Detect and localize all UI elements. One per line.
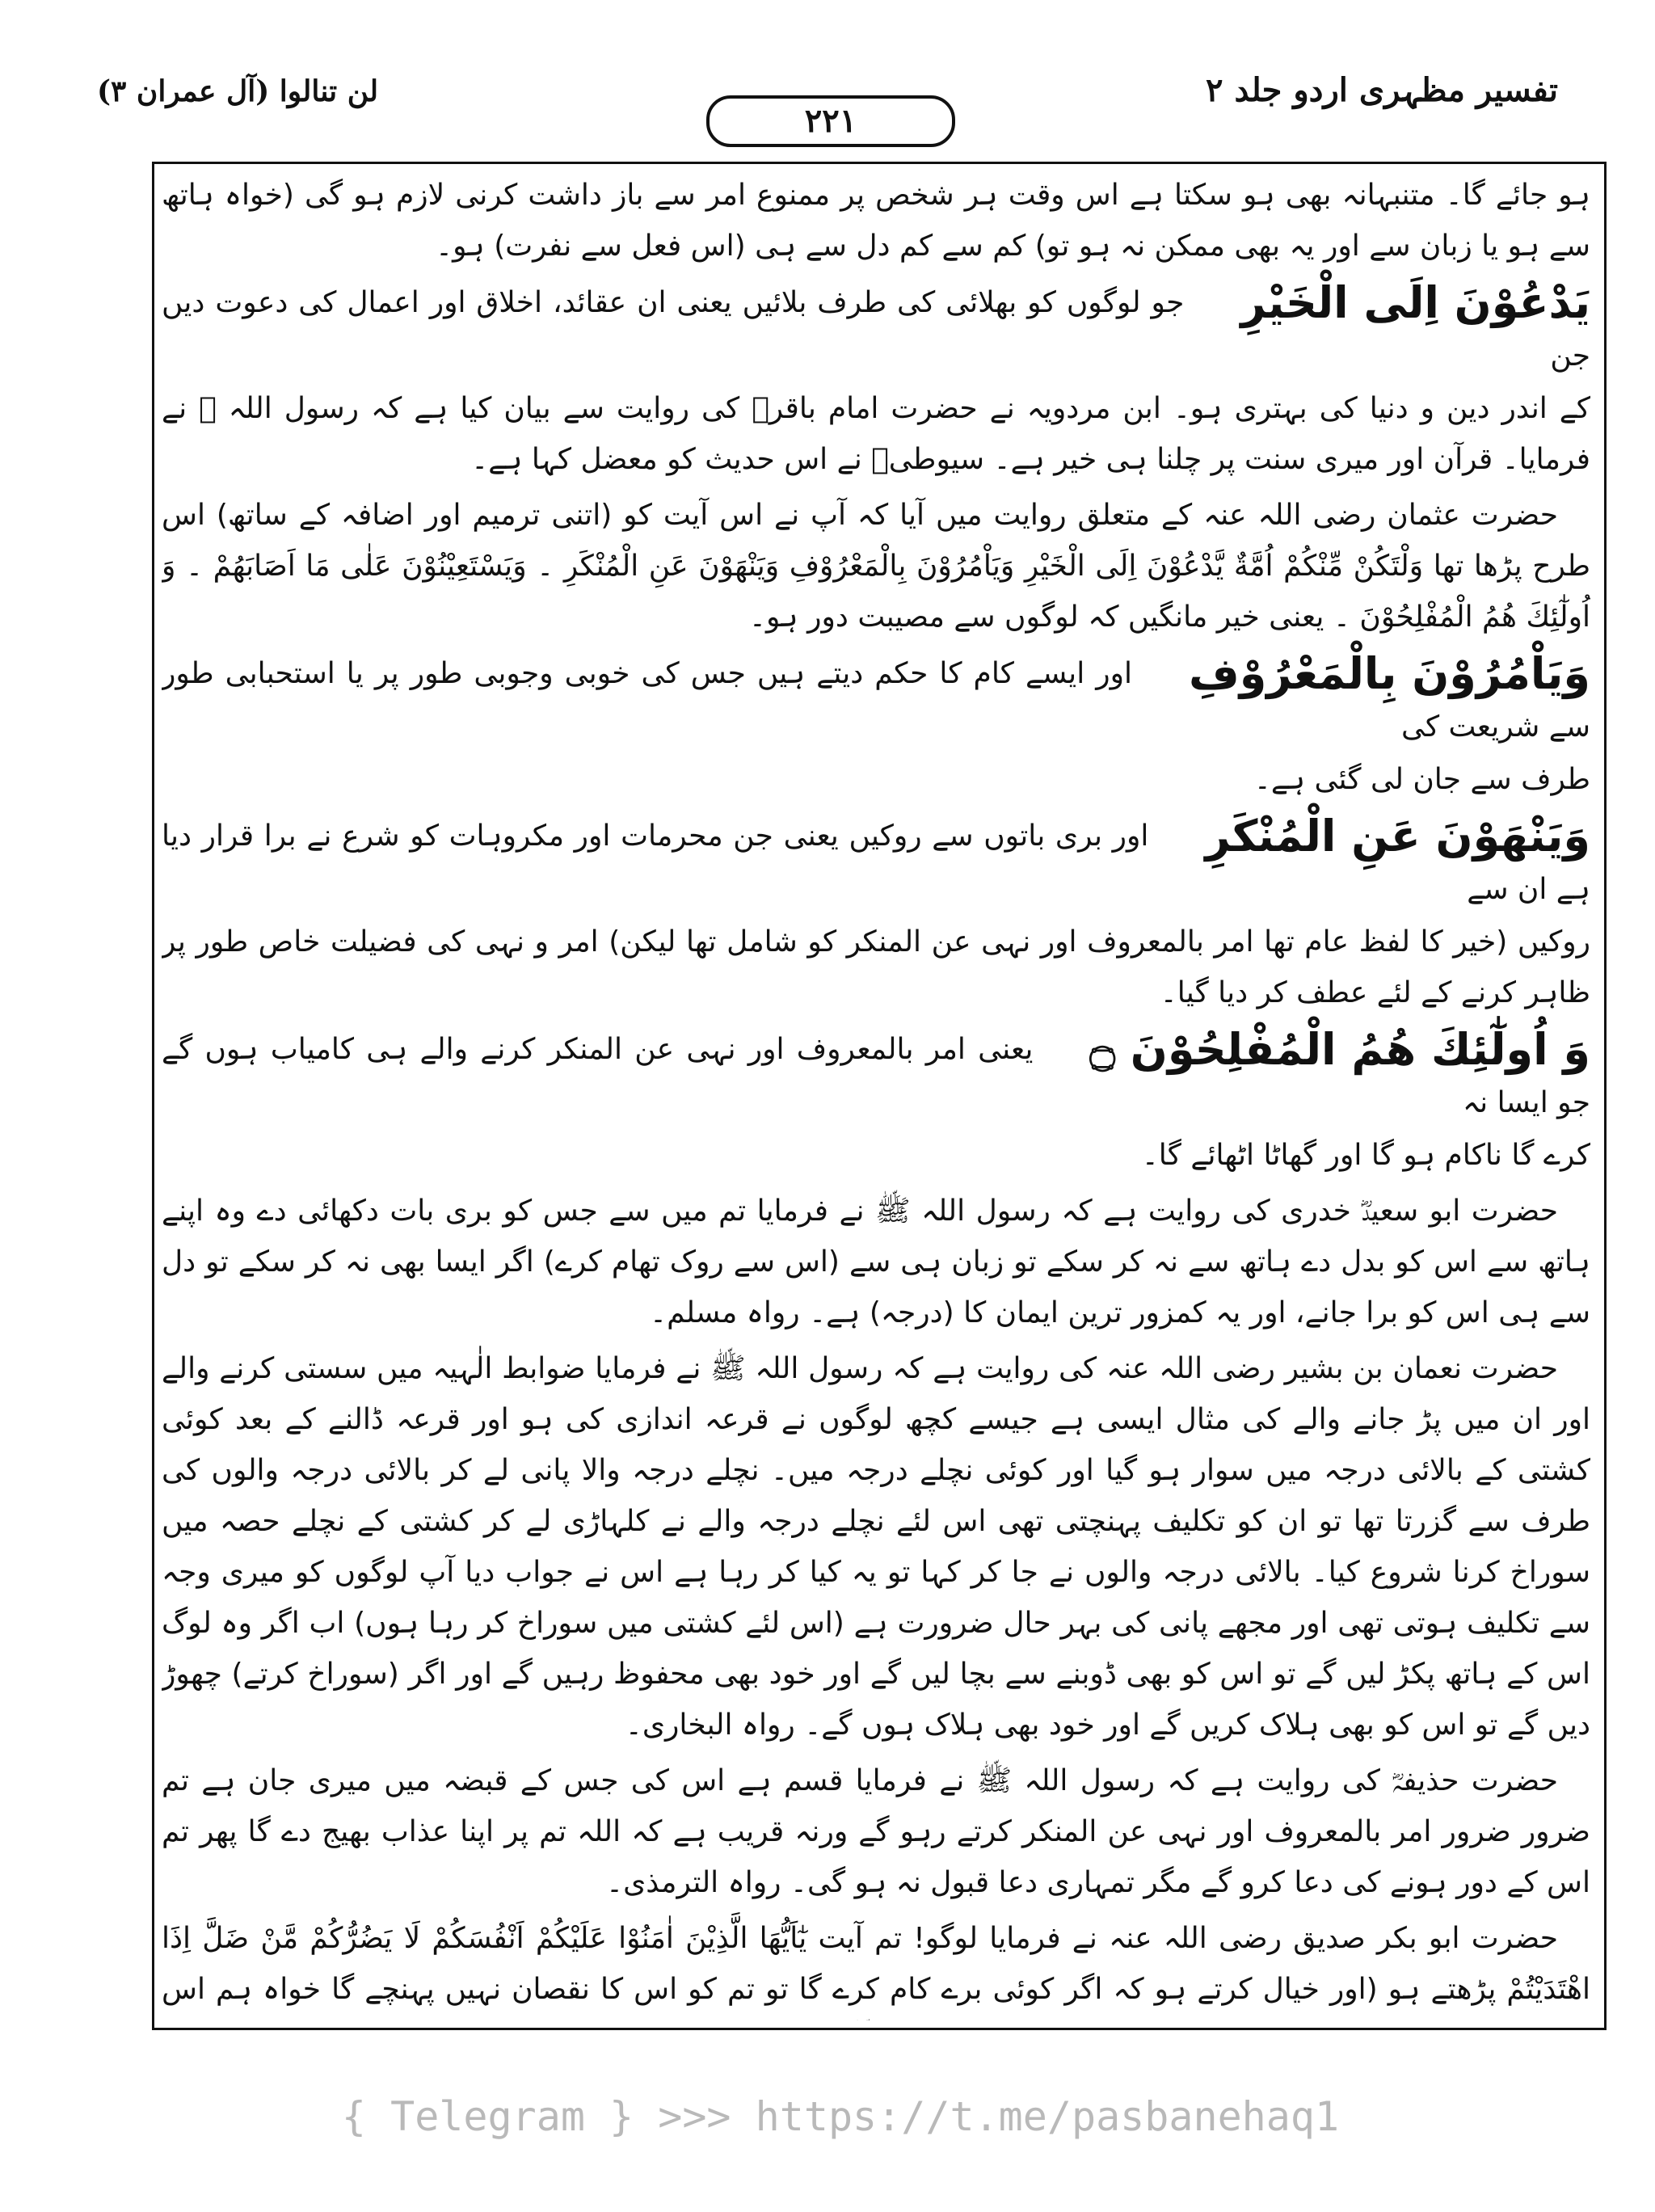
paragraph: روکیں (خیر کا لفظ عام تھا امر بالمعروف اور نہی عن المنکر کو شامل تھا لیکن) امر و نہی کی فضیلت خاص طور پر ظاہر کرنے کے لئے عطف کر دیا گیا۔ xyxy=(162,925,1590,1009)
paragraph: ہو جائے گا۔ متنبہانہ بھی ہو سکتا ہے اس وقت ہر شخص پر ممنوع امر سے باز داشت کرنی لازم ہو گی (خواہ ہاتھ سے ہو یا زبان سے اور یہ بھی ممکن نہ ہو تو) کم سے کم دل سے ہی (اس فعل سے نفرت) ہو۔ xyxy=(162,179,1590,263)
verse-arabic: وَيَاْمُرُوْنَ بِالْمَعْرُوْفِ xyxy=(1189,648,1590,699)
paragraph: حضرت ابو بکر صدیق رضی اللہ عنہ نے فرمایا لوگو! تم آیت يٰٓاَيُّهَا الَّذِيْنَ اٰمَنُوْا عَلَيْكُمْ اَنْفُسَكُمْ لَا يَضُرُّكُمْ مَّنْ ضَلَّ اِذَا اهْتَدَيْتُمْ پڑھتے ہو (اور خیال کرتے ہو کہ اگر کوئی برے کام کرے گا تو تم کو اس کا نقصان نہیں پہنچے گا خواہ ہم اس xyxy=(162,1922,1590,2006)
verse-commentary: اور بری باتوں سے روکیں یعنی جن محرمات اور مکروہات کو شرع نے برا قرار دیا ہے ان سے xyxy=(162,819,1590,906)
verse-arabic: وَ اُولٰٓئِكَ هُمُ الْمُفْلِحُوْنَ ۝ xyxy=(1089,1024,1590,1075)
book-title: تفسیر مظہری اردو جلد ۲ xyxy=(1206,71,1558,109)
verse-heading xyxy=(162,1023,1590,1130)
paragraph: کرے گا ناکام ہو گا اور گھاٹا اٹھائے گا۔ xyxy=(1141,1139,1590,1172)
paragraph: حضرت عثمان رضی اللہ عنہ کے متعلق روایت میں آیا کہ آپ نے اس آیت کو (اتنی ترمیم اور اضافہ کے ساتھ) اس طرح پڑھا تھا وَلْتَكُنْ مِّنْكُمْ اُمَّةٌ يَّدْعُوْنَ اِلَى الْخَيْرِ وَيَاْمُرُوْنَ بِالْمَعْرُوْفِ وَيَنْهَوْنَ عَنِ الْمُنْكَرِ ۔ وَيَسْتَعِيْنُوْنَ عَلٰى مَا اَصَابَهُمْ ۔ وَ اُولٰٓئِكَ هُمُ الْمُفْلِحُوْنَ ۔ یعنی خیر مانگیں کہ لوگوں سے مصیبت دور ہو۔ xyxy=(162,499,1590,634)
surah-title: لن تنالوا (آل عمران ۳) xyxy=(97,74,379,108)
paragraph: حضرت نعمان بن بشیر رضی اللہ عنہ کی روایت ہے کہ رسول اللہ ﷺ نے فرمایا ضوابط الٰہیہ میں سستی کرنے والے اور ان میں پڑ جانے والے کی مثال ایسی ہے جیسے کچھ لوگوں نے قرعہ اندازی کی ہو اور قرعہ ڈالنے کے بعد کوئی کشتی کے بالائی درجہ میں سوار ہو گیا اور کوئی نچلے درجہ میں۔ نچلے درجہ والا پانی لے کر بالائی درجہ والوں کی طرف سے گزرتا تھا تو ان کو تکلیف پہنچتی تھی اس لئے نچلے درجہ والے نے کلہاڑی لے کر کشتی کے نچلے حصہ میں سوراخ کرنا شروع کیا۔ بالائی درجہ والوں نے جا کر کہا تو یہ کیا کر رہا ہے اس نے جواب دیا آپ لوگوں کو میری وجہ سے تکلیف ہوتی تھی اور مجھے پانی کی بہر حال ضرورت ہے (اس لئے کشتی میں سوراخ کر رہا ہوں) اب اگر وہ لوگ اس کے ہاتھ پکڑ لیں گے تو اس کو بھی ڈوبنے سے بچا لیں گے اور خود بھی محفوظ رہیں گے اور اگر (سوراخ کرتے) چھوڑ دیں گے تو اس کو بھی ہلاک کریں گے اور خود بھی ہلاک ہوں گے۔ رواہ البخاری۔ xyxy=(162,1352,1590,1742)
verse-arabic: يَدْعُوْنَ اِلَى الْخَيْرِ xyxy=(1240,277,1590,328)
verse-heading xyxy=(162,276,1590,383)
page-number: ۲۲۱ xyxy=(706,95,955,147)
verse-commentary: جو لوگوں کو بھلائی کی طرف بلائیں یعنی ان عقائد، اخلاق اور اعمال کی دعوت دیں جن xyxy=(162,286,1590,373)
verse-arabic: وَيَنْهَوْنَ عَنِ الْمُنْكَرِ xyxy=(1205,811,1590,862)
footer-watermark-link: { Telegram } >>> https://t.me/pasbanehaq1 xyxy=(341,2093,1340,2140)
paragraph: کے اندر دین و دنیا کی بہتری ہو۔ ابن مردویہ نے حضرت امام باقرؒ کی روایت سے بیان کیا ہے کہ رسول اللہ ﷺ نے فرمایا۔ قرآن اور میری سنت پر چلنا ہی خیر ہے۔ سیوطیؒ نے اس حدیث کو معضل کہا ہے۔ xyxy=(162,392,1590,476)
verse-heading xyxy=(162,810,1590,916)
verse-commentary: یعنی امر بالمعروف اور نہی عن المنکر کرنے والے ہی کامیاب ہوں گے جو ایسا نہ xyxy=(162,1033,1590,1119)
verse-commentary: اور ایسے کام کا حکم دیتے ہیں جس کی خوبی وجوبی طور پر یا استحبابی طور سے شریعت کی xyxy=(162,657,1590,744)
paragraph: حضرت حذیفہؓ کی روایت ہے کہ رسول اللہ ﷺ نے فرمایا قسم ہے اس کی جس کے قبضہ میں میری جان ہے تم ضرور ضرور امر بالمعروف اور نہی عن المنکر کرتے رہو گے ورنہ قریب ہے کہ اللہ تم پر اپنا عذاب بھیج دے گا پھر تم اس کے دور ہونے کی دعا کرو گے مگر تمہاری دعا قبول نہ ہو گی۔ رواہ الترمذی۔ xyxy=(162,1764,1590,1899)
paragraph: حضرت ابو سعیدؓ خدری کی روایت ہے کہ رسول اللہ ﷺ نے فرمایا تم میں سے جس کو بری بات دکھائی دے وہ اپنے ہاتھ سے اس کو بدل دے ہاتھ سے نہ کر سکے تو زبان ہی سے (اس سے روک تھام کرے) اگر ایسا بھی نہ کر سکے تو دل سے ہی اس کو برا جانے، اور یہ کمزور ترین ایمان کا (درجہ) ہے۔ رواہ مسلم۔ xyxy=(162,1194,1590,1329)
page-body xyxy=(162,170,1590,2020)
verse-heading xyxy=(162,647,1590,754)
paragraph: طرف سے جان لی گئی ہے۔ xyxy=(1253,763,1590,796)
